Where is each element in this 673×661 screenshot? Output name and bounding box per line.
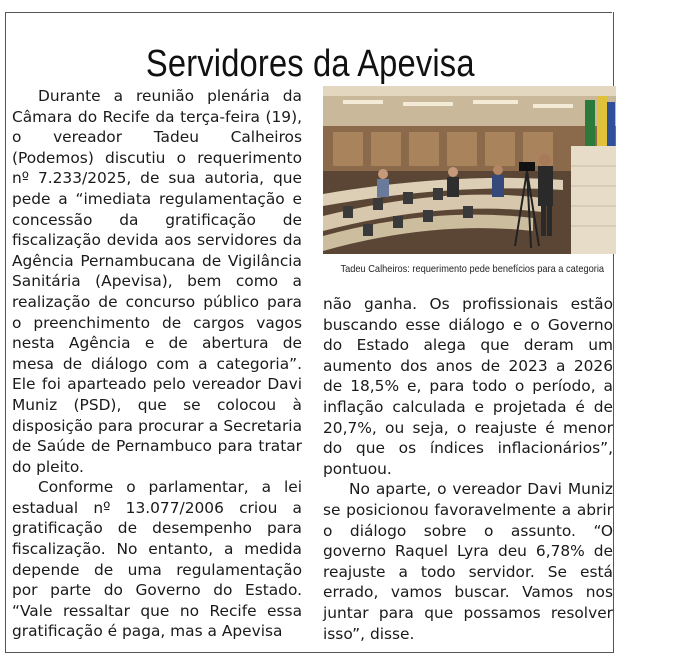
paragraph-4: No aparte, o vereador Davi Muniz se posicionou favoravelmente a abrir o diálogo sobre o assunto. “O governo Raquel Lyra deu 6,78% de reajuste a todo servidor. Se está errado, vamos buscar. Vamos nos juntar para que possamos resolver isso”, disse. [323, 480, 613, 643]
plenary-photo-illustration [323, 86, 616, 254]
paragraph-1: Durante a reunião plenária da Câmara do Recife da terça-feira (19), o vereador Tadeu Calheiros (Podemos) discutiu o requerimento nº 7.233/2025, de sua autoria, que pede a “imediata regulamentação e concessão da gratificação de fiscalização devida aos servidores da Agência Pernambucana de Vigilância Sanitária (Apevisa), bem como a realização de concurso público para o preenchimento de cargos vagos nesta Agência e de abertura de mesa de diálogo com a categoria”. Ele foi aparteado pelo vereador Davi Muniz (PSD), que se colocou à disposição para procurar a Secretaria de Saúde de Pernambuco para tratar do pleito. [12, 87, 302, 476]
left-column [12, 86, 302, 642]
headline: Servidores da Apevisa [145, 43, 475, 86]
paragraph-2: Conforme o parlamentar, a lei estadual nº 13.077/2006 criou a gratificação de desempenho para fiscalização. No entanto, a medida depende de uma regulamentação por parte do Governo do Estado. “Vale ressaltar que no Recife essa gratificação é paga, mas a Apevisa [12, 478, 302, 641]
photo-caption: Tadeu Calheiros: requerimento pede benefícios para a categoria [340, 263, 605, 275]
right-column [323, 294, 613, 644]
paragraph-3: não ganha. Os profissionais estão buscando esse diálogo e o Governo do Estado alega que deram um aumento dos anos de 2023 a 2026 de 18,5% e, para todo o período, a inflação calculada e projetada é de 20,7%, ou seja, o reajuste é menor do que os índices inflacionários”, pontuou. [323, 295, 613, 478]
article-photo [323, 86, 616, 254]
